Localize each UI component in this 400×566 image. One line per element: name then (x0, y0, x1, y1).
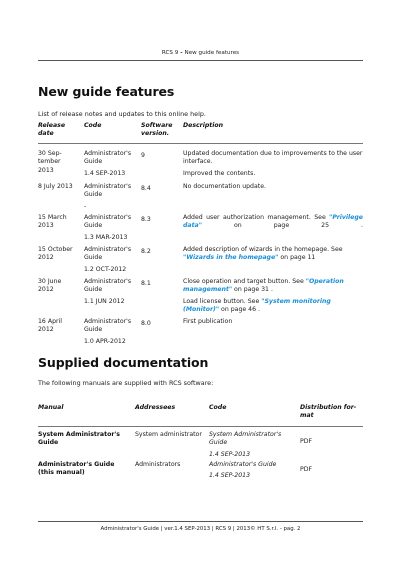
column-header-software-version: Software version. (141, 122, 173, 138)
column-header-code: Code (84, 122, 102, 129)
supplied-table-header-divider (38, 426, 363, 427)
row-4-code-id: 1.2 OCT-2012 (84, 265, 127, 273)
row-3-code-id: 1.3 MAR-2013 (84, 233, 128, 241)
row-3-description (183, 214, 363, 231)
row-5-desc-text: Close operation and target button. See (183, 278, 306, 285)
row-4-desc-page: on page 11 (278, 254, 316, 262)
row-2-code (84, 183, 139, 214)
row-5-desc-link[interactable]: "Operation management" (183, 278, 344, 294)
row-3-desc-link[interactable]: "Privilege data" (183, 214, 363, 230)
table-header-divider (38, 143, 363, 144)
column-header-manual: Manual (38, 404, 64, 411)
header-divider (38, 60, 363, 61)
row-5-date: 30 June 2012 (38, 278, 62, 294)
row-4-desc-text: Added description of wizards in the homepage. See (183, 246, 343, 253)
supplied-row-1-code-id: 1.4 SEP-2013 (209, 450, 251, 458)
supplied-row-2-addressees: Administrators (135, 461, 181, 468)
row-3-desc-page: on page 25 . (201, 222, 363, 230)
supplied-manuals-table (38, 401, 363, 486)
row-1-date: 30 Sep-tember 2013 (38, 150, 62, 174)
row-6-description (183, 318, 363, 329)
row-6-desc-line-1: First publication (183, 318, 233, 325)
row-4-code (84, 246, 139, 277)
row-3-desc-text: Added user authorization management. See (183, 214, 330, 221)
supplied-row-1-code (209, 431, 297, 462)
column-header-addressees: Addressees (135, 404, 176, 411)
row-6-date: 16 April 2012 (38, 318, 62, 334)
column-header-distribution-format: Distribution for-mat (300, 404, 357, 420)
row-5-desc2-text: Load license button. See (183, 297, 262, 305)
row-5-desc-line-1 (183, 278, 363, 295)
row-6-code-id: 1.0 APR-2012 (84, 337, 126, 345)
page-footer: Administrator's Guide | ver.1.4 SEP-2013 | RCS 9 | 2013© HT S.r.l. - pag. 2 (100, 526, 301, 532)
row-3-version: 8.3 (141, 216, 151, 223)
row-5-desc2-link[interactable]: "System monitoring (Monitor)" (183, 297, 331, 314)
row-3-code (84, 214, 139, 245)
header-title: New guide features (184, 50, 240, 56)
row-1-code-title: Administrator's Guide (84, 150, 132, 166)
footer-divider (38, 521, 363, 522)
row-4-date: 15 October 2012 (38, 246, 73, 262)
row-3-date: 15 March 2013 (38, 214, 67, 230)
row-5-description (183, 278, 363, 317)
supplied-row-2-code (209, 461, 297, 484)
row-5-version: 8.1 (141, 280, 151, 287)
row-2-desc-line-1: No documentation update. (183, 183, 266, 190)
new-guide-intro: List of release notes and updates to this online help. (38, 110, 206, 118)
column-header-code: Code (209, 404, 227, 411)
supplied-row-1-addressees: System administrator (135, 431, 202, 438)
row-5-desc2-page: on page 46 . (219, 306, 260, 314)
row-1-code (84, 150, 139, 181)
column-header-description: Description (183, 122, 224, 129)
section-heading-new-guide: New guide features (38, 84, 175, 99)
row-6-code-title: Administrator's Guide (84, 318, 132, 334)
row-1-code-id: 1.4 SEP-2013 (84, 169, 126, 177)
release-notes-table (38, 122, 363, 350)
supplied-row-2-format: PDF (300, 466, 313, 473)
header-product: RCS 9 (161, 50, 179, 56)
row-5-desc-line-2 (183, 298, 363, 315)
running-header (38, 50, 363, 60)
row-3-code-title: Administrator's Guide (84, 214, 132, 230)
section-heading-supplied-documentation: Supplied documentation (38, 355, 209, 370)
row-4-code-title: Administrator's Guide (84, 246, 132, 262)
supplied-row-1-manual: System Administrator's Guide (38, 431, 120, 447)
row-2-date: 8 July 2013 (38, 183, 73, 190)
supplied-row-2-code-id: 1.4 SEP-2013 (209, 472, 251, 480)
row-4-description (183, 246, 363, 263)
row-6-code (84, 318, 139, 349)
row-6-version: 8.0 (141, 320, 151, 327)
row-2-description (183, 183, 363, 194)
column-header-release-date: Release date (38, 122, 66, 138)
row-5-code-title: Administrator's Guide (84, 278, 132, 294)
supplied-row-2-code-title: Administrator's Guide (209, 461, 277, 468)
row-2-code-title: Administrator's Guide (84, 183, 132, 199)
supplied-row-1-format: PDF (300, 438, 313, 445)
row-5-code (84, 278, 139, 309)
row-1-description (183, 150, 363, 181)
row-5-code-id: 1.1 JUN 2012 (84, 297, 125, 305)
header-separator: - (178, 50, 185, 56)
row-2-code-id: - (84, 202, 87, 210)
row-1-desc-line-2: Improved the contents. (183, 169, 256, 177)
row-5-desc-page: on page 31 . (232, 286, 273, 294)
row-4-desc-link[interactable]: "Wizards in the homepage" (183, 254, 279, 262)
row-4-version: 8.2 (141, 248, 151, 255)
supplied-intro: The following manuals are supplied with RCS software: (38, 379, 214, 387)
supplied-row-1-code-title: System Administrator's Guide (209, 431, 282, 447)
row-1-desc-line-1: Updated documentation due to improvements to the user interface. (183, 150, 363, 166)
supplied-row-2-manual: Administrator's Guide (this manual) (38, 461, 115, 477)
row-2-version: 8.4 (141, 185, 151, 192)
row-1-version: 9 (141, 152, 145, 159)
